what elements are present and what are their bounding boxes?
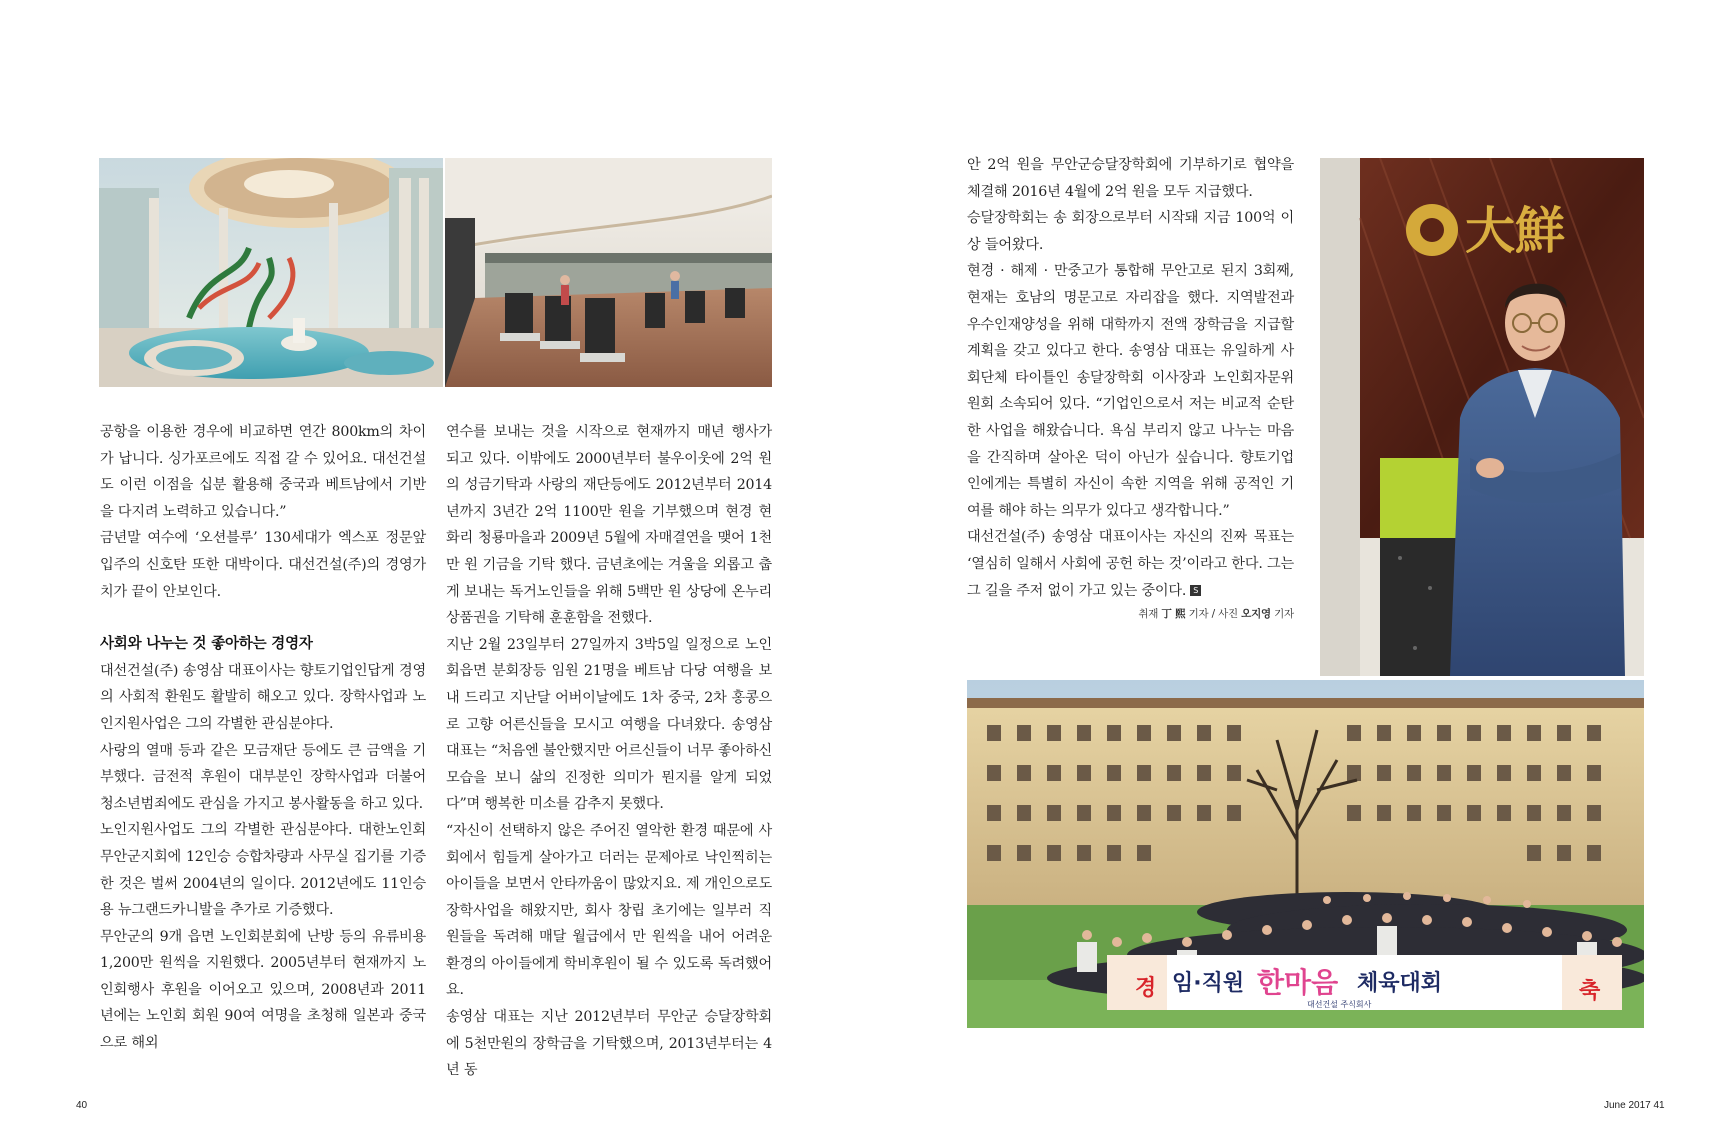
waterpark-photo xyxy=(99,158,443,387)
daesun-sign: 大鮮 xyxy=(1465,201,1565,260)
group-photo-illustration xyxy=(967,680,1644,1028)
middle-paragraph-4: 송영삼 대표는 지난 2012년부터 무안군 승달장학회에 5천만원의 장학금을 기탁했으며, 2013년부터는 4년 동 xyxy=(446,1009,772,1079)
page-footer-right: June 2017 41 xyxy=(1604,1100,1665,1111)
byline xyxy=(967,604,1294,624)
banner-company: 대선건설 주식회사 xyxy=(1307,1000,1372,1009)
credit-suffix: 기자 xyxy=(1270,608,1294,621)
left-paragraph-3: 대선건설(주) 송영삼 대표이사는 향토기업인답게 경영의 사회적 환원도 활발히 해오고 있다. 장학사업과 노인지원사업은 그의 각별한 관심분야다. xyxy=(100,662,426,732)
banner-pink: 한마음 xyxy=(1257,966,1339,999)
credit-mid: 기자 / 사진 xyxy=(1185,608,1242,621)
credit-writer: 丁 熙 xyxy=(1161,608,1186,621)
end-mark-icon: S xyxy=(1190,585,1201,596)
middle-paragraph-3: “자신이 선택하지 않은 주어진 열악한 환경 때문에 사회에서 힘들게 살아가고 더러는 문제아로 낙인찍히는 아이들을 보면서 안타까움이 많았지요. 제 개인으로도 장학사업을 해왔지만, 회사 창립 초기에는 일부러 직원들을 독려해 매달 월급에서 만 원씩을 내어 어려운 환경의 아이들에게 학비후원이 될 수 있도록 독려했어요. xyxy=(446,822,772,999)
ceo-portrait-illustration xyxy=(1320,158,1644,676)
banner-main: 체육대회 xyxy=(1357,971,1443,996)
right-paragraph-3: 현경 · 해제 · 만중고가 통합해 무안고로 된지 3회째, 현재는 호남의 명문고로 자리잡을 했다. 지역발전과 우수인재양성을 위해 대학까지 전액 장학금을 지급할 계획을 갖고 있다고 한다. 송영삼 대표는 유일하게 사회단체 타이틀인 송달장학회 이사장과 노인회자문위원회 소속되어 있다. “기업인으로서 저는 비교적 순탄한 사업을 해왔습니다. 욕심 부리지 않고 나누는 마음을 간직하며 살아온 덕이 아닌가 싶습니다. 향토기업인에게는 특별히 자신이 속한 지역을 위해 공적인 기여를 해야 하는 의무가 있다고 생각합니다.” xyxy=(967,263,1294,519)
sports-day-group-photo xyxy=(967,680,1644,1028)
middle-paragraph-2: 지난 2월 23일부터 27일까지 3박5일 일정으로 노인회읍면 분회장등 임원 21명을 베트남 다당 여행을 보내 드리고 지난달 어버이날에도 1차 중국, 2차 홍콩으로 고향 어른신들을 모시고 여행을 다녀왔다. 송영삼 대표는 “처음엔 불안했지만 어르신들이 너무 좋아하신 모습을 보니 삶의 진정한 의미가 뭔지를 알게 되었다”며 행복한 미소를 감추지 못했다. xyxy=(446,636,772,813)
right-paragraph-1: 안 2억 원을 무안군승달장학회에 기부하기로 협약을 체결해 2016년 4월에 2억 원을 모두 지급했다. xyxy=(967,157,1294,200)
banner-right: 축 xyxy=(1579,979,1601,1004)
left-column xyxy=(100,419,426,1057)
left-paragraph-6: 무안군의 9개 읍면 노인회분회에 난방 등의 유류비용 1,200만 원씩을 지원했다. 2005년부터 현재까지 노인회행사 후원을 이어오고 있으며, 2008년과 2011년에는 노인회 회원 90여 여명을 초청해 일본과 중국으로 해외 xyxy=(100,928,426,1052)
right-column xyxy=(967,152,1294,624)
credit-prefix: 취재 xyxy=(1138,608,1162,621)
credit-photographer: 오지영 xyxy=(1241,608,1271,621)
middle-paragraph-1: 연수를 보내는 것을 시작으로 현재까지 매년 행사가 되고 있다. 이밖에도 2000년부터 불우이웃에 2억 원의 성금기탁과 사랑의 재단등에도 2012년부터 2014년까지 3년간 2억 1100만 원을 기부했으며 현경 현화리 청룡마을과 2009년 5월에 자매결연을 맺어 1천만 원 기금을 기탁 했다. 금년초에는 겨울을 외롭고 춥게 보내는 독거노인들을 위해 5백만 원 상당에 온누리상품권을 기탁해 훈훈함을 전했다. xyxy=(446,424,772,627)
middle-column xyxy=(446,419,772,1084)
right-paragraph-2: 승달장학회는 송 회장으로부터 시작돼 지금 100억 이상 들어왔다. xyxy=(967,210,1294,253)
gym-illustration xyxy=(445,158,772,387)
section-subheading: 사회와 나누는 것 좋아하는 경영자 xyxy=(100,636,313,653)
fitness-center-photo xyxy=(445,158,772,387)
left-paragraph-4: 사랑의 열매 등과 같은 모금재단 등에도 큰 금액을 기부했다. 금전적 후원이 대부분인 장학사업과 더불어 청소년범죄에도 관심을 가지고 봉사활동을 하고 있다. xyxy=(100,742,426,812)
left-paragraph-2: 금년말 여수에 ‘오션블루’ 130세대가 엑스포 정문앞 입주의 신호탄 또한 대박이다. 대선건설(주)의 경영가치가 끝이 안보인다. xyxy=(100,530,426,600)
page-number-left: 40 xyxy=(76,1100,88,1111)
left-paragraph-5: 노인지원사업도 그의 각별한 관심분야다. 대한노인회 무안군지회에 12인승 승합차량과 사무실 집기를 기증한 것은 벌써 2004년의 일이다. 2012년에도 11인승용 뉴그랜드카니발을 추가로 기증했다. xyxy=(100,822,426,919)
left-paragraph-1: 공항을 이용한 경우에 비교하면 연간 800km의 차이가 납니다. 싱가포르에도 직접 갈 수 있어요. 대선건설도 이런 이점을 십분 활용해 중국과 베트남에서 기반을 다지려 노력하고 있습니다.” xyxy=(100,424,426,520)
banner-left: 경 xyxy=(1135,976,1157,1001)
banner-mid: 임·직원 xyxy=(1172,971,1245,996)
right-paragraph-4-text: 대선건설(주) 송영삼 대표이사는 자신의 진짜 목표는 ‘열심히 일해서 사회에 공헌 하는 것’이라고 한다. 그는 그 길을 주저 없이 가고 있는 중이다. xyxy=(967,529,1294,599)
waterpark-illustration xyxy=(99,158,443,387)
ceo-portrait-photo xyxy=(1320,158,1644,676)
right-paragraph-4 xyxy=(967,524,1294,604)
